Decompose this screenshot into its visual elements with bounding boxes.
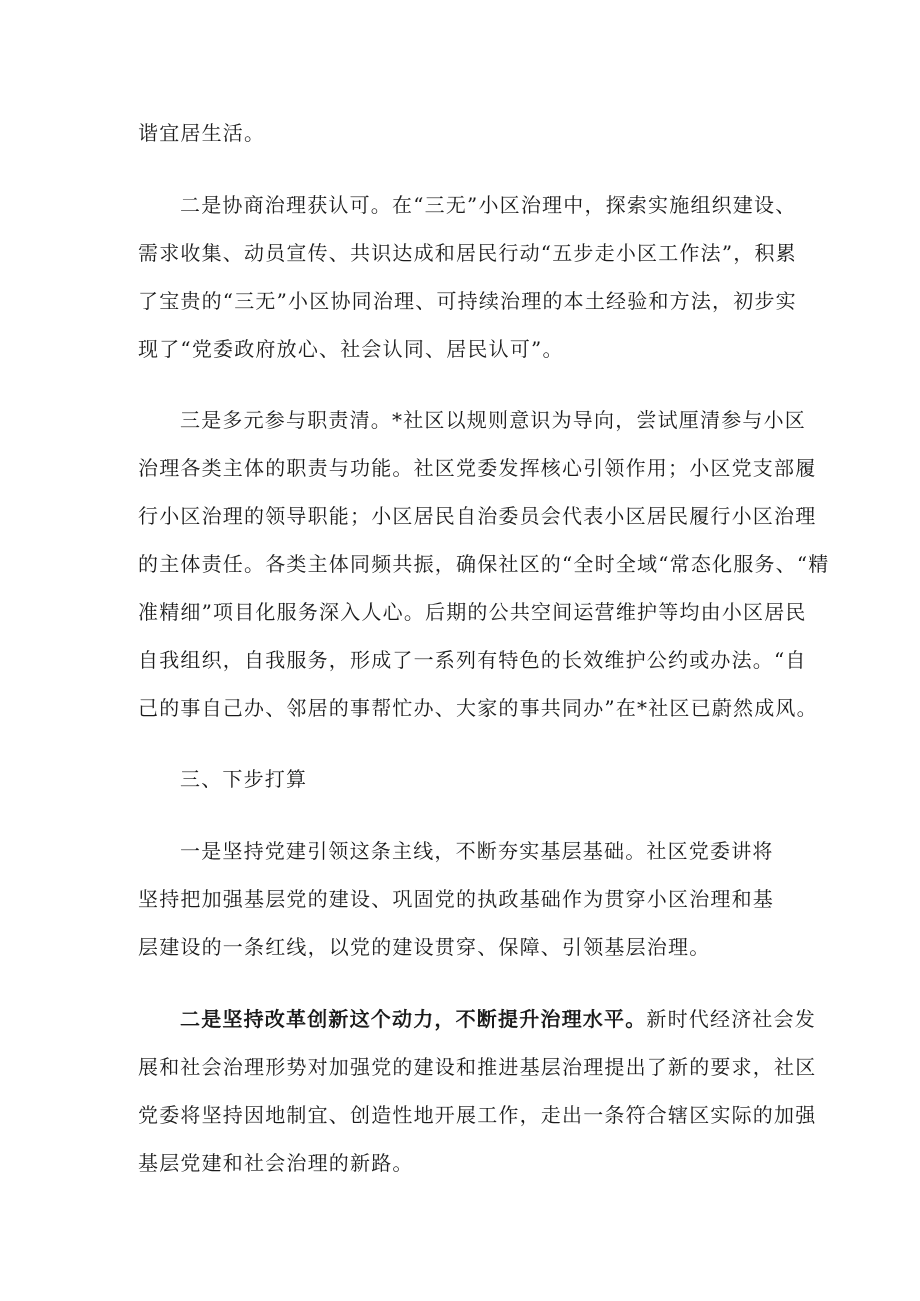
paragraph-2-line-2: 需求收集、动员宣传、共识达成和居民行动“五步走小区工作法”，积累 [138,241,797,265]
paragraph-3-line-3: 行小区治理的领导职能；小区居民自治委员会代表小区居民履行小区治理 [138,504,817,528]
paragraph-3-line-1: 三是多元参与职责清。*社区以规则意识为导向，尝试厘清参与小区 [180,408,806,432]
paragraph-5-line-3: 党委将坚持因地制宜、创造性地开展工作，走出一条符合辖区实际的加强 [138,1103,817,1127]
paragraph-2-line-1: 二是协商治理获认可。在“三无”小区治理中，探索实施组织建设、 [180,193,797,217]
paragraph-2-line-4: 现了“党委政府放心、社会认同、居民认可”。 [138,337,564,361]
paragraph-5-line-1 [180,1004,816,1034]
paragraph-4-line-2: 坚持把加强基层党的建设、巩固党的执政基础作为贯穿小区治理和基 [138,887,774,911]
paragraph-3-line-7: 己的事自己办、邻居的事帮忙办、大家的事共同办”在*社区已蔚然成风。 [138,696,818,720]
paragraph-5-lead: 二是坚持改革创新这个动力，不断提升治理水平。 [180,1007,647,1031]
paragraph-4-line-3: 层建设的一条红线，以党的建设贯穿、保障、引领基层治理。 [138,935,711,959]
paragraph-1-line-1: 谐宜居生活。 [138,121,266,145]
paragraph-5-line-4: 基层党建和社会治理的新路。 [138,1151,414,1175]
paragraph-3-line-5: 准精细”项目化服务深入人心。后期的公共空间运营维护等均由小区居民 [138,600,807,624]
paragraph-3-line-2: 治理各类主体的职责与功能。社区党委发挥核心引领作用；小区党支部履 [138,456,817,480]
paragraph-2-line-3: 了宝贵的“三无”小区协同治理、可持续治理的本土经验和方法，初步实 [138,289,797,313]
paragraph-3-line-4: 的主体责任。各类主体同频共振，确保社区的“全时全域“常态化服务、“精 [138,552,830,576]
paragraph-3-line-6: 自我组织，自我服务，形成了一系列有特色的长效维护公约或办法。“自 [138,648,807,672]
paragraph-4-line-1: 一是坚持党建引领这条主线，不断夯实基层基础。社区党委讲将 [180,839,774,863]
section-heading: 三、下步打算 [180,767,308,791]
paragraph-5-line-2: 展和社会治理形势对加强党的建设和推进基层治理提出了新的要求，社区 [138,1055,817,1079]
paragraph-5-lead-rest: 新时代经济社会发 [646,1007,817,1031]
